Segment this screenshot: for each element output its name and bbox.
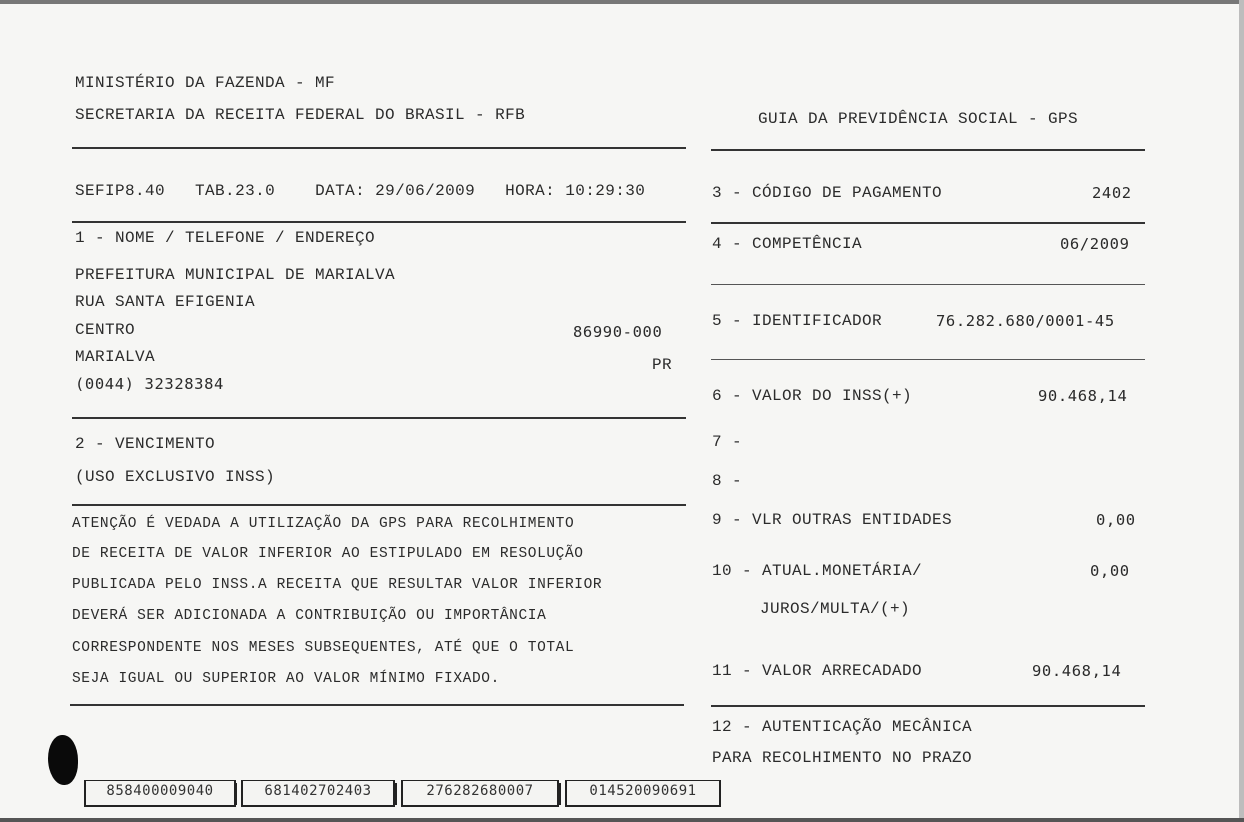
contributor-cep: 86990-000 — [573, 323, 663, 341]
divider — [70, 704, 684, 706]
notice-line: CORRESPONDENTE NOS MESES SUBSEQUENTES, ATÉ QUE O TOTAL — [72, 640, 575, 656]
tab-value: 23.0 — [235, 182, 276, 200]
sefip-version: 8.40 — [125, 182, 166, 200]
field11-label: 11 - VALOR ARRECADADO — [712, 662, 923, 680]
paper-top-edge — [0, 0, 1244, 4]
notice-line: SEJA IGUAL OU SUPERIOR AO VALOR MÍNIMO FIXADO. — [72, 671, 500, 687]
divider — [72, 417, 686, 419]
secretariat-title: SECRETARIA DA RECEITA FEDERAL DO BRASIL - RFB — [75, 106, 526, 124]
contributor-phone: (0044) 32328384 — [75, 375, 224, 393]
contributor-street: RUA SANTA EFIGENIA — [75, 293, 256, 311]
divider — [72, 221, 686, 223]
field9-label: 9 - VLR OUTRAS ENTIDADES — [712, 511, 953, 529]
field4-label: 4 - COMPETÊNCIA — [712, 235, 863, 253]
notice-line: DEVERÁ SER ADICIONADA A CONTRIBUIÇÃO OU IMPORTÂNCIA — [72, 608, 547, 624]
ministry-title: MINISTÉRIO DA FAZENDA - MF — [75, 74, 336, 92]
paper-bottom-edge — [0, 818, 1244, 822]
date-value: 29/06/2009 — [375, 182, 476, 200]
barcode-separator — [558, 783, 561, 805]
field7-label: 7 - — [712, 433, 743, 451]
field10-label: 10 - ATUAL.MONETÁRIA/ — [712, 562, 923, 580]
collected-value: 90.468,14 — [1032, 662, 1122, 680]
barcode-separator — [234, 783, 237, 805]
divider — [72, 147, 686, 149]
notice-line: ATENÇÃO É VEDADA A UTILIZAÇÃO DA GPS PARA RECOLHIMENTO — [72, 516, 575, 532]
divider — [711, 222, 1145, 224]
divider — [711, 359, 1145, 360]
inss-value: 90.468,14 — [1038, 387, 1128, 405]
date-label: DATA: — [315, 182, 366, 200]
field5-label: 5 - IDENTIFICADOR — [712, 312, 883, 330]
time-label: HORA: — [505, 182, 556, 200]
contributor-name: PREFEITURA MUNICIPAL DE MARIALVA — [75, 266, 396, 284]
field8-label: 8 - — [712, 472, 743, 490]
divider — [72, 504, 686, 506]
time-value: 10:29:30 — [565, 182, 646, 200]
field2-note: (USO EXCLUSIVO INSS) — [75, 468, 276, 486]
sefip-label: SEFIP — [75, 182, 126, 200]
payment-code: 2402 — [1092, 184, 1132, 202]
field2-label: 2 - VENCIMENTO — [75, 435, 216, 453]
barcode-field: 858400009040 — [84, 780, 236, 807]
field12-label-2: PARA RECOLHIMENTO NO PRAZO — [712, 749, 973, 767]
divider — [711, 284, 1145, 285]
contributor-city: MARIALVA — [75, 348, 156, 366]
monetary-update-value: 0,00 — [1090, 562, 1130, 580]
divider — [711, 705, 1145, 707]
notice-line: DE RECEITA DE VALOR INFERIOR AO ESTIPULADO EM RESOLUÇÃO — [72, 546, 584, 562]
competence-value: 06/2009 — [1060, 235, 1130, 253]
barcode-field: 276282680007 — [401, 780, 559, 807]
paper-right-edge — [1239, 0, 1244, 822]
identifier-value: 76.282.680/0001-45 — [936, 312, 1115, 330]
contributor-district: CENTRO — [75, 321, 136, 339]
barcode-field: 014520090691 — [565, 780, 721, 807]
field6-label: 6 - VALOR DO INSS(+) — [712, 387, 913, 405]
field1-label: 1 - NOME / TELEFONE / ENDEREÇO — [75, 229, 376, 247]
tab-label: TAB. — [195, 182, 236, 200]
divider — [711, 149, 1145, 151]
barcode-separator — [394, 783, 397, 805]
sefip-line — [75, 182, 645, 200]
field3-label: 3 - CÓDIGO DE PAGAMENTO — [712, 184, 943, 202]
barcode-field: 681402702403 — [241, 780, 395, 807]
contributor-state: PR — [652, 356, 673, 374]
form-title: GUIA DA PREVIDÊNCIA SOCIAL - GPS — [758, 110, 1079, 128]
field12-label: 12 - AUTENTICAÇÃO MECÂNICA — [712, 718, 973, 736]
ink-blot — [48, 735, 78, 785]
other-entities-value: 0,00 — [1096, 511, 1136, 529]
field10-label-2: JUROS/MULTA/(+) — [760, 600, 911, 618]
notice-line: PUBLICADA PELO INSS.A RECEITA QUE RESULTAR VALOR INFERIOR — [72, 577, 603, 593]
